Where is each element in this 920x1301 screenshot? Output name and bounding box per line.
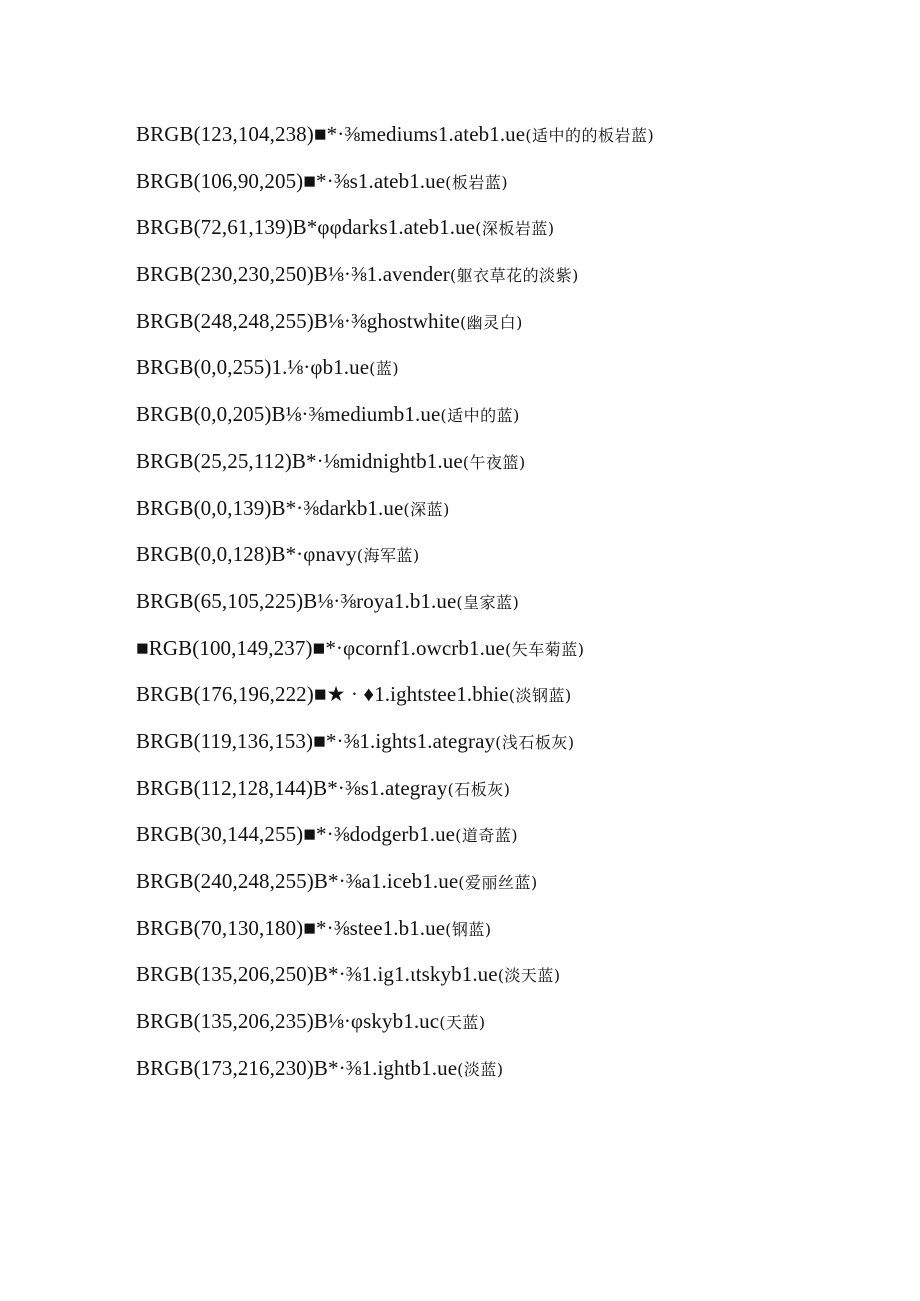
color-code: BRGB(240,248,255)B*·⅜a1.iceb1.ue [136, 869, 459, 893]
list-item [136, 488, 654, 535]
color-list [136, 114, 654, 1094]
color-note: (深板岩蓝) [475, 219, 555, 239]
color-note: (幽灵白) [459, 312, 523, 332]
color-code: BRGB(176,196,222)■★ · ♦1.ightstee1.bhie [136, 682, 509, 707]
color-code: BRGB(135,206,250)B*·⅜1.ig1.ιtskyb1.ue [136, 962, 498, 987]
color-code: BRGB(112,128,144)B*·⅜s1.ategray [136, 775, 448, 800]
list-item [136, 1001, 654, 1048]
color-note: (适中的蓝) [440, 406, 520, 426]
color-code: BRGB(0,0,255)1.⅛·φb1.ue [136, 355, 370, 380]
color-code: BRGB(123,104,238)■*·⅜mediums1.ateb1.ue [136, 122, 526, 146]
color-note: (淡蓝) [457, 1059, 504, 1079]
color-code: BRGB(119,136,153)■*·⅜1.ights1.ategray [136, 728, 496, 753]
color-note: (海军蓝) [356, 546, 420, 566]
color-code: BRGB(0,0,205)B⅛·⅜mediumb1.ue [136, 402, 441, 427]
color-note: (矢车菊蓝) [504, 639, 585, 659]
color-code: BRGB(230,230,250)B⅛·⅜1.avender [136, 262, 450, 287]
list-item [136, 1048, 654, 1095]
color-note: (蓝) [369, 359, 400, 379]
list-item [136, 301, 654, 348]
list-item [136, 394, 654, 441]
color-note: (淡钢蓝) [508, 686, 572, 706]
color-code: BRGB(0,0,128)B*·φnavy [136, 542, 357, 567]
list-item [136, 908, 654, 955]
list-item [136, 161, 654, 208]
list-item [136, 814, 654, 861]
list-item [136, 768, 654, 815]
color-note: (板岩蓝) [445, 172, 509, 192]
color-note: (爱丽丝蓝) [458, 873, 538, 892]
color-note: (钢蓝) [445, 919, 492, 939]
color-code: BRGB(0,0,139)B*·⅜darkb1.ue [136, 495, 404, 520]
color-code: BRGB(173,216,230)B*·⅜1.ightb1.ue [136, 1055, 458, 1080]
color-note: (石板灰) [447, 779, 511, 799]
list-item [136, 954, 654, 1001]
color-code: BRGB(106,90,205)■*·⅜s1.ateb1.ue [136, 168, 446, 193]
color-note: (道奇蓝) [455, 826, 519, 846]
list-item [136, 207, 654, 254]
list-item [136, 347, 654, 394]
color-code: BRGB(65,105,225)B⅛·⅜roya1.b1.ue [136, 588, 457, 613]
color-note: (深蓝) [403, 499, 450, 519]
color-note: (淡天蓝) [497, 966, 561, 986]
list-item [136, 861, 654, 908]
list-item [136, 628, 654, 675]
color-code: ■RGB(100,149,237)■*·φcornf1.owcrb1.ue [136, 635, 505, 660]
list-item [136, 674, 654, 721]
color-note: (浅石板灰) [495, 732, 575, 752]
color-note: (躯衣草花的淡紫) [449, 266, 579, 286]
color-code: BRGB(25,25,112)B*·⅛midnightb1.ue [136, 448, 463, 473]
list-item [136, 254, 654, 301]
color-code: BRGB(70,130,180)■*·⅜stee1.b1.ue [136, 915, 446, 940]
color-note: (天蓝) [439, 1013, 486, 1033]
color-code: BRGB(248,248,255)B⅛·⅜ghostwhite [136, 308, 460, 333]
list-item [136, 721, 654, 768]
color-code: BRGB(135,206,235)B⅛·φskyb1.uc [136, 1009, 440, 1034]
list-item [136, 114, 654, 161]
list-item [136, 534, 654, 581]
list-item [136, 581, 654, 628]
list-item [136, 441, 654, 488]
color-code: BRGB(72,61,139)B*φφdarks1.ateb1.ue [136, 215, 476, 240]
color-note: (午夜篮) [462, 452, 526, 472]
color-note: (皇家蓝) [456, 592, 520, 612]
color-code: BRGB(30,144,255)■*·⅜dodgerb1.ue [136, 822, 456, 847]
color-note: (适中的的板岩蓝) [525, 126, 655, 145]
